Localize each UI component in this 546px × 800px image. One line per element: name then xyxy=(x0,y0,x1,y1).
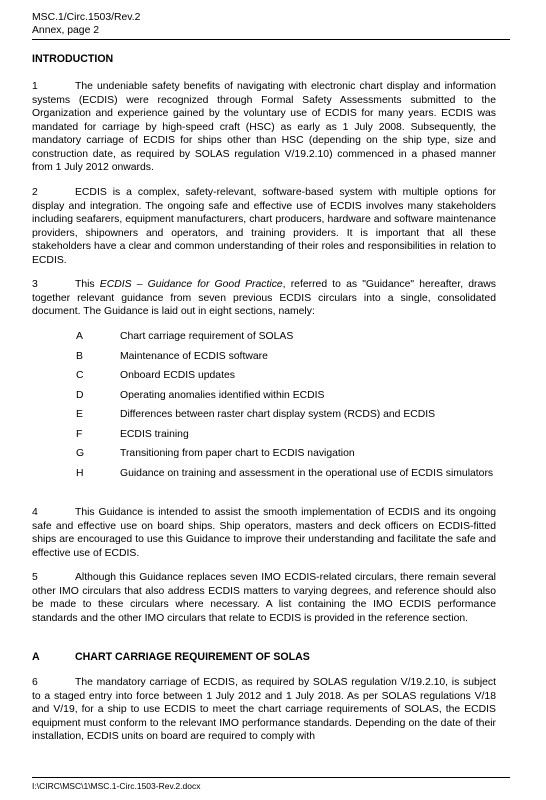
list-text: ECDIS training xyxy=(120,429,189,440)
paragraph-text: Although this Guidance replaces seven IMO ECDIS-related circulars, there remain several other IMO circulars that also address ECDIS matters to varying degrees, and reference should also be made to these circulars where necessary. A list containing the IMO ECDIS performance standards and the other IMO circulars that relate to ECDIS is provided in the reference section. xyxy=(32,572,496,624)
paragraph-3 xyxy=(32,278,496,319)
list-letter: F xyxy=(76,429,83,440)
paragraph-text-pre: This xyxy=(75,279,100,290)
section-a-heading xyxy=(32,651,310,663)
list-text: Chart carriage requirement of SOLAS xyxy=(120,331,294,342)
list-text: Operating anomalies identified within ECDIS xyxy=(120,390,325,401)
paragraph-number: 4 xyxy=(32,507,38,518)
list-item xyxy=(76,389,496,403)
paragraph-number: 1 xyxy=(32,81,38,92)
paragraph-text: This Guidance is intended to assist the smooth implementation of ECDIS and its ongoing safe and effective use on board ships. Ship operators, masters and deck officers on ECDIS-fitted ships are encouraged to use this Guidance to improve their understanding and facilitate the safe and effective use of ECDIS. xyxy=(32,507,496,559)
list-text: Maintenance of ECDIS software xyxy=(120,351,268,362)
list-item xyxy=(76,428,496,442)
paragraph-number: 2 xyxy=(32,187,38,198)
file-path: I:\CIRC\MSC\1\MSC.1-Circ.1503-Rev.2.docx xyxy=(32,781,201,791)
paragraph-2 xyxy=(32,186,496,267)
doc-number: MSC.1/Circ.1503/Rev.2 xyxy=(32,12,141,23)
page-label: Annex, page 2 xyxy=(32,25,100,36)
list-letter: B xyxy=(76,351,83,362)
introduction-heading: INTRODUCTION xyxy=(32,53,114,65)
section-title: CHART CARRIAGE REQUIREMENT OF SOLAS xyxy=(75,651,310,663)
list-letter: E xyxy=(76,409,83,420)
list-text: Differences between raster chart display system (RCDS) and ECDIS xyxy=(120,409,436,420)
page-footer xyxy=(32,777,510,791)
page-header xyxy=(32,11,510,40)
paragraph-5 xyxy=(32,571,496,625)
paragraph-1 xyxy=(32,80,496,175)
list-letter: H xyxy=(76,468,84,479)
paragraph-4 xyxy=(32,506,496,560)
guidance-title-italic: ECDIS – Guidance for Good Practice xyxy=(99,279,283,290)
list-item xyxy=(76,330,496,344)
paragraph-number: 3 xyxy=(32,279,38,290)
list-text: Guidance on training and assessment in the operational use of ECDIS simulators xyxy=(120,468,494,479)
paragraph-text: The undeniable safety benefits of navigating with electronic chart display and information systems (ECDIS) were recognized through Formal Safety Assessments submitted to the Organization and experience gained by the voluntary use of ECDIS for many years. ECDIS was mandated for carriage by high-speed craft (HSC) as early as 1 July 2008. Subsequently, the mandatory carriage of ECDIS for ships other than HSC (depending on the ship type, size and construction date, as required by SOLAS regulation V/19.2.10) commenced in a phased manner from 1 July 2012 onwards. xyxy=(32,81,496,173)
list-letter: G xyxy=(76,448,85,459)
section-letter: A xyxy=(32,651,40,663)
list-item xyxy=(76,350,496,364)
list-item xyxy=(76,369,496,383)
list-text: Onboard ECDIS updates xyxy=(120,370,235,381)
paragraph-number: 6 xyxy=(32,677,38,688)
paragraph-text: The mandatory carriage of ECDIS, as required by SOLAS regulation V/19.2.10, is subject to a staged entry into force between 1 July 2012 and 1 July 2018. As per SOLAS regulations V/18 and V/19, for a ship to use ECDIS to meet the chart carriage requirements of SOLAS, the ECDIS equipment must conform to the relevant IMO performance standards. Depending on the date of their installation, ECDIS units on board are required to comply with xyxy=(32,677,496,742)
list-text: Transitioning from paper chart to ECDIS navigation xyxy=(120,448,355,459)
paragraph-text: , referred to as "Guidance" hereafter, draws together relevant guidance from seven previous ECDIS circulars into a single, consolidated document. The Guidance is laid out in eight sections, namely: xyxy=(32,279,496,317)
paragraph-text: ECDIS is a complex, safety-relevant, software-based system with multiple options for display and integration. The ongoing safe and effective use of ECDIS involves many stakeholders including seafarers, equipment manufacturers, chart producers, hardware and software maintenance providers, shipowners and operators, and training providers. It is important that all these stakeholders have a clear and common understanding of their roles and responsibilities in relation to ECDIS. xyxy=(32,187,496,266)
list-item xyxy=(76,447,496,461)
list-letter: D xyxy=(76,390,84,401)
paragraph-number: 5 xyxy=(32,572,38,583)
paragraph-6 xyxy=(32,676,496,744)
list-letter: C xyxy=(76,370,84,381)
list-letter: A xyxy=(76,331,83,342)
list-item xyxy=(76,408,496,422)
list-item xyxy=(76,467,496,481)
